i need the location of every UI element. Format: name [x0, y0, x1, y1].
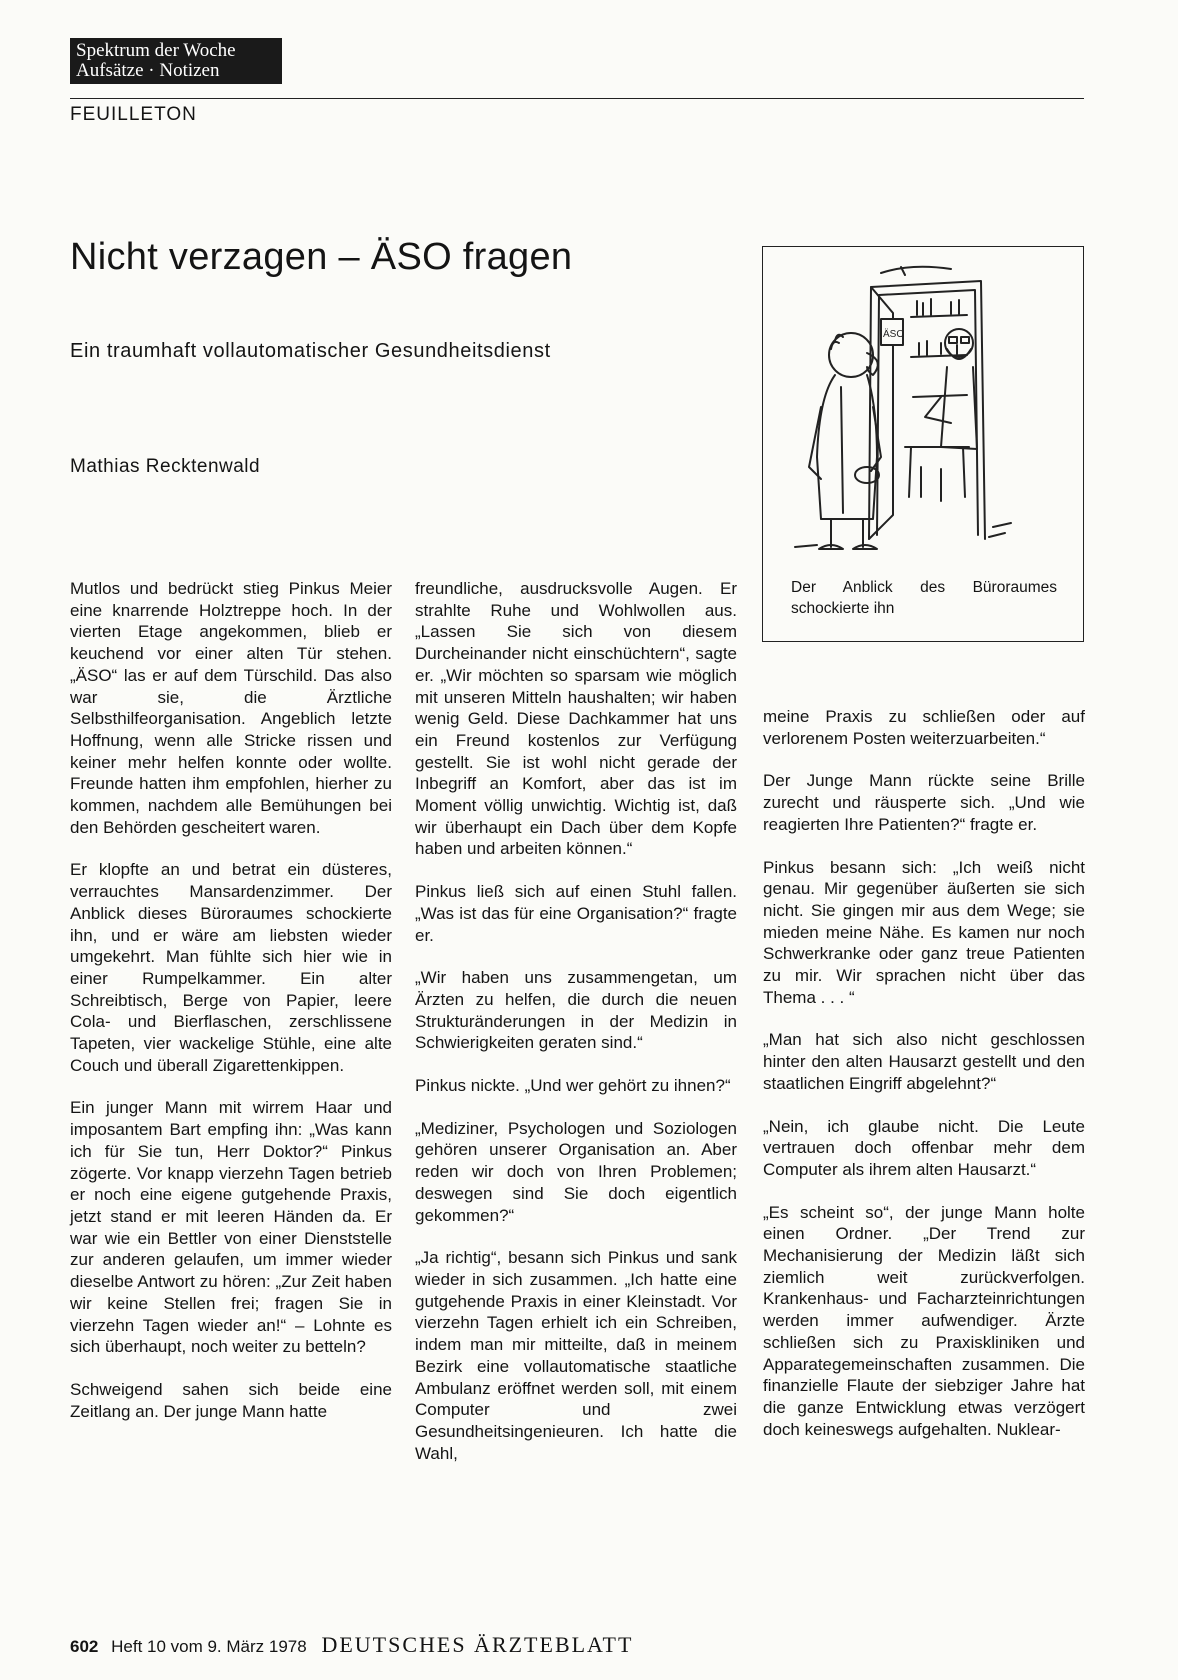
paragraph: „Man hat sich also nicht geschlossen hinter den alten Hausarzt gestellt und den staatlichen Eingriff abgelehnt?“ — [763, 1030, 1085, 1093]
door-sign-text: ÄSO — [883, 329, 905, 340]
paragraph: Pinkus besann sich: „Ich weiß nicht genau. Mir gegenüber äußerten sie sich nicht. Sie gingen mir aus dem Wege; sie mieden meine Nähe. Es kamen nur noch Schwerkranke oder ganz treue Patienten zu mir. Wir sprachen nicht über das Thema . . . “ — [763, 857, 1085, 1007]
paragraph: Er klopfte an und betrat ein düsteres, verrauchtes Mansardenzimmer. Der Anblick dieses Büroraumes schockierte ihn, und er wäre am liebsten wieder umgekehrt. Man fühlte sich hier wie in einer Rumpelkammer. Ein alter Schreibtisch, Berge von Papier, leere Cola- und Bierflaschen, zerschlissene Tapeten, vier wackelige Stühle, eine alte Couch und überall Zigarettenkippen. — [70, 860, 392, 1075]
text-column-2 — [415, 578, 737, 1485]
text-column-1 — [70, 578, 392, 1443]
issue-info: Heft 10 vom 9. März 1978 — [111, 1637, 307, 1656]
article-subtitle: Ein traumhaft vollautomatischer Gesundheitsdienst — [70, 340, 551, 362]
text-column-3 — [763, 706, 1085, 1461]
paragraph: „Nein, ich glaube nicht. Die Leute vertrauen doch offenbar mehr dem Computer als ihrem alten Hausarzt.“ — [763, 1116, 1085, 1179]
page-footer — [70, 1632, 633, 1658]
paragraph: „Mediziner, Psychologen und Soziologen gehören unserer Organisation an. Aber reden wir doch von Ihren Problemen; deswegen sind Sie doch eigentlich gekommen?“ — [415, 1118, 737, 1225]
article-title: Nicht verzagen – ÄSO fragen — [70, 236, 573, 278]
header-line-1: Spektrum der Woche — [76, 40, 236, 61]
paragraph: freundliche, ausdrucksvolle Augen. Er strahlte Ruhe und Wohlwollen aus. „Lassen Sie sich von diesem Durcheinander nicht einschüchtern“, sagte er. „Wir möchten so sparsam wie möglich mit unseren Mitteln haushalten; wir haben wenig Geld. Diese Dachkammer hat uns ein Freund kostenlos zur Verfügung gestellt. Sie ist wohl nicht gerade der Inbegriff an Komfort, aber das ist im Moment völlig unwichtig. Wichtig ist, daß wir überhaupt ein Dach über dem Kopfe haben und arbeiten können.“ — [415, 579, 737, 859]
paragraph: „Ja richtig“, besann sich Pinkus und sank wieder in sich zusammen. „Ich hatte eine gutgehende Praxis in einer Kleinstadt. Vor vierzehn Tagen erhielt ich ein Schreiben, indem man mir mitteilte, daß in meinem Bezirk eine vollautomatische staatliche Ambulanz eröffnet werden soll, mit einem Computer und zwei Gesundheitsingenieuren. Ich hatte die Wahl, — [415, 1248, 737, 1463]
paragraph: „Es scheint so“, der junge Mann holte einen Ordner. „Der Trend zur Mechanisierung der Medizin läßt sich ziemlich weit zurückverfolgen. Krankenhaus- und Facharzteinrichtungen werden immer aufwendiger. Ärzte schließen sich zu Praxiskliniken und Apparategemeinschaften zusammen. Die finanzielle Flaute der siebziger Jahre hat die ganze Entwicklung etwas verzögert doch keineswegs aufgehalten. Nuklear- — [763, 1202, 1085, 1439]
paragraph: Pinkus ließ sich auf einen Stuhl fallen. „Was ist das für eine Organisation?“ fragte er. — [415, 882, 737, 945]
paragraph: Ein junger Mann mit wirrem Haar und imposantem Bart empfing ihn: „Was kann ich für Sie tun, Herr Doktor?“ Pinkus zögerte. Vor knapp vierzehn Tagen betrieb er noch eine eigene gutgehende Praxis, jetzt stand er mit leeren Händen da. Er war wie ein Bettler von einer Dienststelle zur anderen gelaufen, um immer wieder dieselbe Antwort zu hören: „Zur Zeit haben wir keine Stellen frei; fragen Sie in vierzehn Tagen wieder an!“ – Lohnte es sich überhaupt, noch weiter zu betteln? — [70, 1098, 392, 1357]
article-author: Mathias Recktenwald — [70, 456, 261, 477]
header-line-2: Aufsätze · Notizen — [76, 60, 220, 81]
header-rule — [70, 98, 1084, 99]
paragraph: meine Praxis zu schließen oder auf verlorenem Posten weiterzuarbeiten.“ — [763, 707, 1085, 748]
paragraph: Schweigend sahen sich beide eine Zeitlang an. Der junge Mann hatte — [70, 1379, 392, 1421]
paragraph: Der Junge Mann rückte seine Brille zurecht und räusperte sich. „Und wie reagierten Ihre Patienten?“ fragte er. — [763, 771, 1085, 834]
paragraph: „Wir haben uns zusammengetan, um Ärzten zu helfen, die durch die neuen Strukturänderungen in der Medizin in Schwierigkeiten geraten sind.“ — [415, 968, 737, 1053]
section-label: FEUILLETON — [70, 104, 197, 125]
page-number: 602 — [70, 1637, 99, 1656]
paragraph: Pinkus nickte. „Und wer gehört zu ihnen?“ — [415, 1076, 731, 1096]
paragraph: Mutlos und bedrückt stieg Pinkus Meier eine knarrende Holztreppe hoch. In der vierten Etage angekommen, blieb er keuchend vor einer alten Tür stehen. „ÄSO“ las er auf dem Türschild. Das also war sie, die Ärztliche Selbsthilfeorganisation. Angeblich letzte Hoffnung, wenn alle Stricke rissen und keiner mehr helfen konnte oder wollte. Freunde hatten ihm empfohlen, hierher zu kommen, nachdem alle Bemühungen bei den Behörden gescheitert waren. — [70, 579, 392, 837]
figure-caption: Der Anblick des Büroraumes schockierte ihn — [791, 579, 1057, 617]
section-header-box — [70, 38, 282, 84]
cartoon-illustration — [781, 257, 1065, 563]
cartoon-figure — [762, 246, 1084, 642]
journal-name: DEUTSCHES ÄRZTEBLATT — [321, 1632, 634, 1657]
